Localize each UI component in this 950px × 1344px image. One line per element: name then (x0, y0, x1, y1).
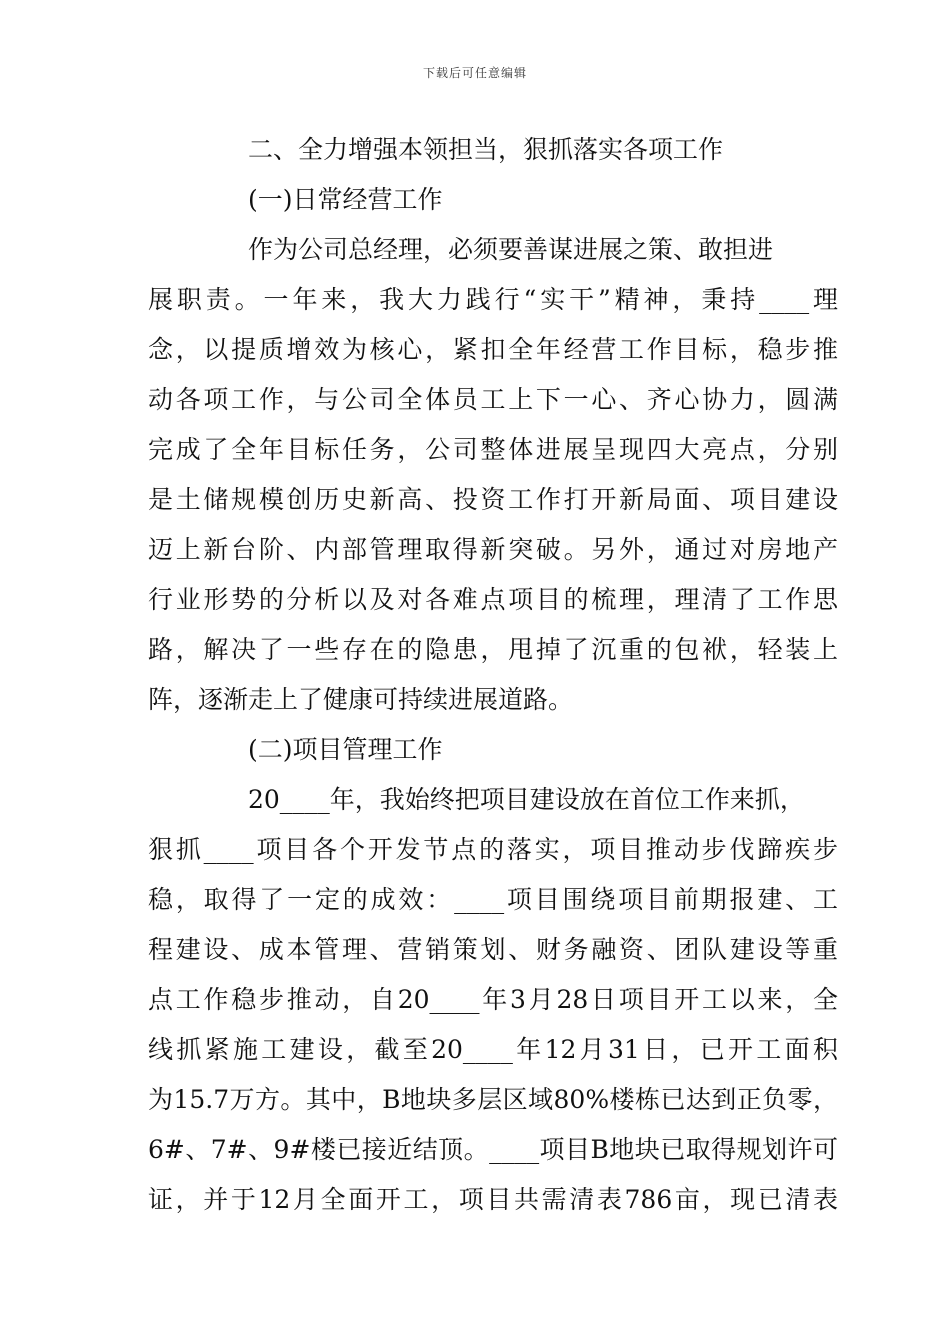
paragraph-line: 线抓紧施工建设，截至20____年12月31日，已开工面积 (148, 1035, 838, 1064)
paragraph-line: 展职责。一年来，我大力践行“实干”精神，秉持____理 (148, 285, 838, 314)
subsection-heading: (二)项目管理工作 (248, 735, 443, 764)
paragraph-line: 证，并于12月全面开工，项目共需清表786亩，现已清表 (148, 1185, 838, 1214)
paragraph-line: 狠抓____项目各个开发节点的落实，项目推动步伐蹄疾步 (148, 835, 838, 864)
paragraph-line: 完成了全年目标任务，公司整体进展呈现四大亮点，分别 (148, 435, 838, 464)
paragraph-line: 20____年，我始终把项目建设放在首位工作来抓， (248, 785, 805, 814)
paragraph-line: 是土储规模创历史新高、投资工作打开新局面、项目建设 (148, 485, 838, 514)
paragraph-line: 念，以提质增效为核心，紧扣全年经营工作目标，稳步推 (148, 335, 838, 364)
paragraph-line: 稳，取得了一定的成效：____项目围绕项目前期报建、工 (148, 885, 838, 914)
paragraph-line: 6#、7#、9#楼已接近结顶。____项目B地块已取得规划许可 (148, 1135, 838, 1164)
paragraph-line: 程建设、成本管理、营销策划、财务融资、团队建设等重 (148, 935, 838, 964)
paragraph-line: 阵，逐渐走上了健康可持续进展道路。 (148, 685, 574, 714)
paragraph-line: 动各项工作，与公司全体员工上下一心、齐心协力，圆满 (148, 385, 838, 414)
paragraph-line: 作为公司总经理，必须要善谋进展之策、敢担进 (248, 235, 774, 264)
paragraph-line: 路，解决了一些存在的隐患，甩掉了沉重的包袱，轻装上 (148, 635, 838, 664)
section-heading: 二、全力增强本领担当，狠抓落实各项工作 (248, 135, 724, 164)
header-note: 下载后可任意编辑 (422, 66, 527, 80)
paragraph-line: 行业形势的分析以及对各难点项目的梳理，理清了工作思 (148, 585, 838, 614)
subsection-heading: (一)日常经营工作 (248, 185, 443, 214)
paragraph-line: 点工作稳步推动，自20____年3月28日项目开工以来，全 (148, 985, 838, 1014)
paragraph-line: 为15.7万方。其中，B地块多层区域80%楼栋已达到正负零， (148, 1085, 838, 1114)
paragraph-line: 迈上新台阶、内部管理取得新突破。另外，通过对房地产 (148, 535, 838, 564)
